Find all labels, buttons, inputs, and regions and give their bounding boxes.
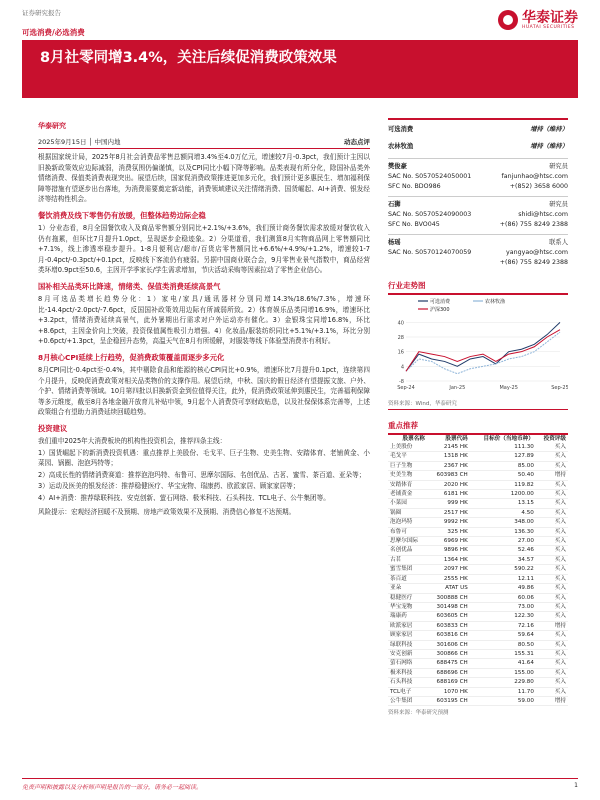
rating-value: 增持（维持）: [530, 126, 568, 133]
risk-warning: 风险提示：宏观经济回暖不及预期、房地产政策效果不及预期、消费信心修复不达预期。: [38, 508, 296, 516]
logo-name: 华泰证券: [522, 9, 578, 26]
report-date: 2025年9月15日 │ 中国内地: [38, 138, 121, 146]
page-number: 1: [574, 782, 578, 789]
table-cell: 买入: [536, 527, 568, 536]
paragraph: 2）高成长性的情绪消费赛道：推荐泡泡玛特、布鲁可、思摩尔国际、名创优品、古茗、蜜雪、茶百道、亚朵等；: [38, 470, 366, 479]
table-row: [388, 631, 568, 640]
table-cell: 325 HK: [427, 527, 470, 536]
table-cell: 买入: [536, 508, 568, 517]
table-cell: 1200.00: [470, 490, 536, 499]
recommendation-source: 资料来源：华泰研究预测: [388, 710, 449, 717]
table-cell: 603605 CH: [427, 612, 470, 621]
report-type-label: 证券研究报告: [22, 9, 61, 17]
table-cell: 买入: [536, 480, 568, 489]
rating-sector: 可选消费: [388, 126, 414, 133]
x-tick-label: May-25: [499, 385, 518, 391]
table-cell: 301498 CH: [427, 602, 470, 611]
series-line: [406, 322, 560, 371]
table-cell: 买入: [536, 612, 568, 621]
analyst-email[interactable]: yangyao@htsc.com: [506, 249, 568, 256]
table-row: [388, 593, 568, 602]
table-cell: 300866 CH: [427, 649, 470, 658]
table-cell: 买入: [536, 668, 568, 677]
table-row: [388, 480, 568, 489]
table-cell: 布鲁可: [388, 527, 427, 536]
table-cell: 2097 HK: [427, 565, 470, 574]
table-cell: 史美生物: [388, 471, 427, 480]
table-row: [388, 668, 568, 677]
analyst-name: 石狮: [388, 201, 401, 208]
table-row: [388, 640, 568, 649]
table-cell: 60.06: [470, 593, 536, 602]
table-cell: 6969 HK: [427, 537, 470, 546]
analyst-block: [388, 158, 568, 192]
table-cell: 155.31: [470, 649, 536, 658]
table-cell: 603983 CH: [427, 471, 470, 480]
table-row: [388, 443, 568, 452]
table-cell: 603816 CH: [427, 631, 470, 640]
logo-icon: [498, 10, 518, 30]
x-tick-label: Sep-25: [551, 385, 568, 391]
table-cell: 蜜雪集团: [388, 565, 427, 574]
table-cell: 增持: [536, 696, 568, 705]
table-row: [388, 546, 568, 555]
table-cell: 11.70: [470, 687, 536, 696]
analyst-sac: SAC No. S0570524090003: [388, 211, 472, 218]
table-cell: 买入: [536, 584, 568, 593]
series-line: [406, 332, 560, 374]
table-cell: 136.30: [470, 527, 536, 536]
table-row: [388, 612, 568, 621]
y-tick-label: -8: [399, 379, 404, 385]
table-cell: 买入: [536, 490, 568, 499]
chart-source: 资料来源：Wind，华泰研究: [388, 399, 568, 410]
table-cell: 27.00: [470, 537, 536, 546]
table-row: [388, 621, 568, 630]
analyst-block: [388, 196, 568, 230]
y-tick-label: 28: [397, 335, 404, 341]
table-cell: 古茗: [388, 555, 427, 564]
report-type: 动态点评: [344, 138, 370, 146]
paragraph: 我们重申2025年大消费板块的机构性投资机会，推荐四条主线：: [38, 437, 227, 445]
table-cell: 4.50: [470, 508, 536, 517]
industry-trend-chart: [388, 295, 568, 395]
table-cell: 安克创新: [388, 649, 427, 658]
analyst-email[interactable]: fanjunhao@htsc.com: [501, 173, 568, 180]
table-cell: 华宝宠物: [388, 602, 427, 611]
table-cell: TCL电子: [388, 687, 427, 696]
table-cell: 安踏体育: [388, 480, 427, 489]
table-cell: 300888 CH: [427, 593, 470, 602]
table-cell: 萤石网络: [388, 659, 427, 668]
table-cell: 茶百道: [388, 574, 427, 583]
analyst-name: 樊俊豪: [388, 163, 407, 170]
y-tick-label: 16: [397, 349, 404, 356]
table-row: [388, 574, 568, 583]
paragraph: 根据国家统计局，2025年8月社会消费品零售总额同增3.4%至4.0万亿元，增速较7月-0.3pct，我们预计主因以旧换新政策效应边际减弱，消费氛围仍偏谨慎，以及CPI同比小幅下降等影响。品类表现有所分化，除国补品类外情绪消费、保值类消费表现突出。展望后续，国家促消费政策推进更加多元化，我们预计更多惠民生、增加福利保障等措施有望逐步出台落地，为消费需要奠定新动能，消费领域建议关注情绪消费、国货崛起、AI+消费、银发经济等结构性机会。: [38, 153, 370, 203]
table-cell: 顾家家居: [388, 631, 427, 640]
analyst-phone: +(86) 755 8249 2388: [499, 259, 568, 266]
table-row: [388, 678, 568, 687]
section-heading: 8月核心CPI延续上行趋势，促消费政策覆盖面逐步多元化: [38, 352, 225, 362]
paragraph: 8月可选品类增长趋势分化：1）家电/家具/通讯器材分别同增14.3%/18.6%/7.3%，增速环比-14.4pct/-2.0pct/-7.6pct，反国国补政策效用边际有所减弱所致。2）体育娱乐品类同增16.9%，增速环比+3.2pct，情绪消费延续高景气，此外暑期出行需求对户外运动亦有催化。3）金银珠宝同增16.8%，环比+8.6pct，主因金价向上突破，投资保值属性吸引力增强。4）化妆品/服装纺织同比+5.1%/+3.1%，环比分别+0.6pct/+1.3pct，呈企稳回升态势，高温天气在8月有所缓解，对服装等线下体验型消费亦有利好。: [38, 295, 370, 345]
paragraph: 1）国货崛起下的新消费投资机遇：重点推荐上美股份、毛戈平、巨子生物、史美生物、安踏体育、老铺黄金、小菜园、锅圈、泡泡玛特等；: [38, 448, 370, 467]
analyst-sfc: SFC No. BDO986: [388, 183, 441, 190]
table-row: [388, 508, 568, 517]
table-cell: 72.16: [470, 621, 536, 630]
rating-value: 增持（维持）: [530, 143, 568, 150]
table-cell: 买入: [536, 518, 568, 527]
table-cell: 301606 CH: [427, 640, 470, 649]
table-cell: 49.86: [470, 584, 536, 593]
series-line: [406, 330, 560, 372]
table-cell: 买入: [536, 555, 568, 564]
table-cell: 52.46: [470, 546, 536, 555]
table-cell: 买入: [536, 537, 568, 546]
table-cell: 12.11: [470, 574, 536, 583]
table-cell: 买入: [536, 499, 568, 508]
category-label: 可选消费/必选消费: [22, 28, 85, 37]
table-row: [388, 471, 568, 480]
table-header: 目标价（当地币种）: [483, 436, 534, 442]
rating-row: [388, 137, 568, 154]
table-cell: 41.64: [470, 659, 536, 668]
rating-sector: 农林牧渔: [388, 143, 414, 150]
table-cell: 稳健医疗: [388, 593, 427, 602]
table-cell: 泡泡玛特: [388, 518, 427, 527]
table-cell: 绿联科技: [388, 640, 427, 649]
table-cell: 买入: [536, 461, 568, 470]
table-cell: 119.82: [470, 480, 536, 489]
table-cell: ATAT US: [427, 584, 470, 593]
analyst-email[interactable]: shidi@htsc.com: [518, 211, 568, 218]
legend-label: 沪深300: [430, 307, 450, 313]
table-cell: 155.00: [470, 668, 536, 677]
table-cell: 34.57: [470, 555, 536, 564]
table-row: [388, 649, 568, 658]
rating-row: [388, 118, 568, 137]
table-cell: 买入: [536, 640, 568, 649]
table-cell: 9896 HK: [427, 546, 470, 555]
table-cell: 1070 HK: [427, 687, 470, 696]
table-cell: 603833 CH: [427, 621, 470, 630]
table-row: [388, 696, 568, 705]
table-row: [388, 659, 568, 668]
table-cell: 229.80: [470, 678, 536, 687]
analyst-block: [388, 234, 568, 268]
table-cell: 买入: [536, 546, 568, 555]
table-cell: 巨子生物: [388, 461, 427, 470]
table-cell: 买入: [536, 659, 568, 668]
table-row: [388, 555, 568, 564]
table-cell: 688696 CH: [427, 668, 470, 677]
table-cell: 极米科技: [388, 668, 427, 677]
table-cell: 瑞康药: [388, 612, 427, 621]
table-cell: 公牛集团: [388, 696, 427, 705]
table-cell: 80.50: [470, 640, 536, 649]
table-cell: 买入: [536, 602, 568, 611]
table-cell: 73.00: [470, 602, 536, 611]
table-cell: 买入: [536, 687, 568, 696]
table-cell: 买入: [536, 565, 568, 574]
company-logo: [498, 10, 578, 30]
table-cell: 348.00: [470, 518, 536, 527]
legend-label: 可选消费: [430, 299, 451, 305]
analyst-role: 研究员: [549, 201, 568, 208]
table-cell: 59.00: [470, 696, 536, 705]
table-row: [388, 584, 568, 593]
disclaimer: 免责声明和披露以及分析师声明是报告的一部分，请务必一起阅读。: [22, 784, 203, 791]
table-cell: 111.30: [470, 443, 536, 452]
table-row: [388, 499, 568, 508]
table-cell: 买入: [536, 574, 568, 583]
table-cell: 1318 HK: [427, 452, 470, 461]
y-tick-label: 40: [397, 320, 404, 327]
table-cell: 50.40: [470, 471, 536, 480]
table-row: [388, 452, 568, 461]
table-cell: 2367 HK: [427, 461, 470, 470]
table-cell: 上美股份: [388, 443, 427, 452]
table-cell: 2555 HK: [427, 574, 470, 583]
research-label: 华泰研究: [38, 122, 66, 130]
table-row: [388, 537, 568, 546]
table-cell: 名创优品: [388, 546, 427, 555]
table-cell: 增持: [536, 471, 568, 480]
analyst-role: 联系人: [549, 239, 568, 246]
analyst-phone: +(86) 755 8249 2388: [499, 221, 568, 228]
recommendation-title: 重点推荐: [388, 420, 568, 435]
analyst-sfc: SFC No. BVO045: [388, 221, 440, 228]
report-body: [38, 152, 370, 522]
table-cell: 6181 HK: [427, 490, 470, 499]
y-tick-label: 4: [400, 364, 404, 371]
report-title: 8月社零同增3.4%，关注后续促消费政策效果: [40, 50, 337, 66]
date-row: [38, 137, 370, 149]
table-cell: 买入: [536, 649, 568, 658]
x-tick-label: Jan-25: [449, 385, 466, 391]
section-heading: 餐饮消费及线下零售仍有放缓，但整体趋势边际企稳: [38, 210, 206, 220]
table-cell: 2517 HK: [427, 508, 470, 517]
table-row: [388, 565, 568, 574]
table-cell: 999 HK: [427, 499, 470, 508]
recommendation-table: [388, 435, 568, 706]
paragraph: 1）分业态看，8月全国餐饮收入及商品零售额分别同比+2.1%/+3.6%，我们预计商务餐饮需求放缓对餐饮收入仍有拖累，但环比7月提升1.0pct，呈现逐步企稳迹象。2）分渠道看，我们测算8月实物商品网上零售额同比+7.1%，线上渗透率稳步提升。1-8月便利店/超市/百货店零售额同比+6.6%/+4.9%/+1.2%，增速较1-7月-0.4pct/-0.3pct/+0.1pct，反映线下客流仍有疲弱。另据中国商业联合会，9月零售业景气指数中，商品经营类环增0.9pct至50.6，主因开学季家长/学生需求增加，节庆活动采购等因素拉动了零售企业信心。: [38, 224, 370, 274]
table-cell: 买入: [536, 631, 568, 640]
section-heading: 国补相关品类环比降速，情绪类、保值类消费延续高景气: [38, 281, 221, 291]
table-cell: 小菜园: [388, 499, 427, 508]
table-cell: 59.64: [470, 631, 536, 640]
paragraph: 3）运动及医美的银发经济：推荐稳健医疗、华宝宠物、瑞康药、欧派家居、顾家家居等；: [38, 482, 300, 490]
table-cell: 买入: [536, 678, 568, 687]
table-header: 股票名称: [402, 436, 425, 442]
analyst-name: 杨瑶: [388, 239, 401, 246]
table-header: 投资评级: [543, 436, 566, 442]
table-cell: 买入: [536, 593, 568, 602]
legend-label: 农林牧渔: [485, 299, 506, 305]
table-cell: 1364 HK: [427, 555, 470, 564]
analyst-phone: +(852) 3658 6000: [509, 183, 568, 190]
table-cell: 亚朵: [388, 584, 427, 593]
analyst-sac: SAC No. S0570124070059: [388, 249, 472, 256]
table-cell: 石头科技: [388, 678, 427, 687]
table-row: [388, 687, 568, 696]
analyst-role: 研究员: [549, 163, 568, 170]
table-row: [388, 490, 568, 499]
table-cell: 590.22: [470, 565, 536, 574]
paragraph: 4）AI+消费：推荐绿联科技、安克创新、萤石网络、极米科技、石头科技、TCL电子、公牛集团等。: [38, 493, 330, 502]
table-header: 股票代码: [445, 436, 468, 442]
page-footer: [22, 778, 578, 791]
table-cell: 603195 CH: [427, 696, 470, 705]
table-cell: 锅圈: [388, 508, 427, 517]
table-cell: 买入: [536, 452, 568, 461]
table-cell: 买入: [536, 443, 568, 452]
paragraph: 8月CPI同比-0.4pct至-0.4%，其中剔除食品和能源的核心CPI同比+0.9%，增速环比7月提升0.1pct，连续第四个月提升，反映促消费政策对相关品类物价的支撑作用。展望后续，中秋、国庆的假日经济有望提振文旅、户外、个护、情绪消费等领域。10月第四批以旧换新资金到位值得关注，此外，促消费政策延伸到惠民生，完善福利保障等多元维度，截至8月各地金融开放育儿补贴申领，9月起个人消费贷可享财政贴息，以及社保保体系完善等，上述政策组合有望助力消费延续回暖趋势。: [38, 366, 370, 416]
table-cell: 122.30: [470, 612, 536, 621]
table-cell: 老铺黄金: [388, 490, 427, 499]
table-cell: 127.89: [470, 452, 536, 461]
table-cell: 2145 HK: [427, 443, 470, 452]
x-tick-label: Sep-24: [397, 385, 415, 391]
logo-sub: HUATAI SECURITIES: [522, 24, 575, 30]
table-cell: 85.00: [470, 461, 536, 470]
table-cell: 增持: [536, 621, 568, 630]
table-cell: 毛戈平: [388, 452, 427, 461]
table-cell: 13.15: [470, 499, 536, 508]
table-cell: 688475 CH: [427, 659, 470, 668]
table-cell: 2020 HK: [427, 480, 470, 489]
table-cell: 思摩尔国际: [388, 537, 427, 546]
table-cell: 9992 HK: [427, 518, 470, 527]
table-row: [388, 518, 568, 527]
analyst-sac: SAC No. S0570524050001: [388, 173, 472, 180]
table-cell: 欧派家居: [388, 621, 427, 630]
chart-title: 行业走势图: [388, 280, 568, 295]
table-row: [388, 602, 568, 611]
section-heading: 投资建议: [38, 423, 68, 433]
table-row: [388, 461, 568, 470]
table-cell: 688169 CH: [427, 678, 470, 687]
table-row: [388, 527, 568, 536]
sidebar: [388, 118, 568, 716]
